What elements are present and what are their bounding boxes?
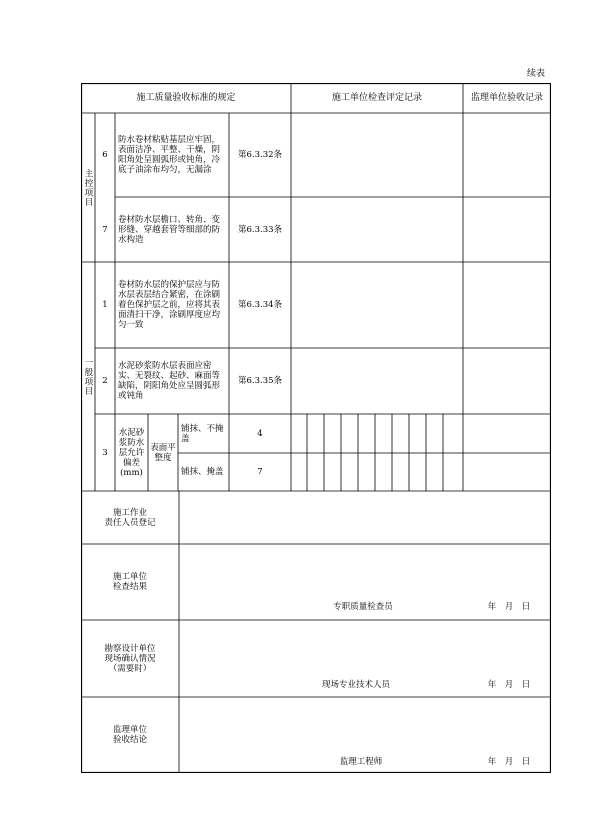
contractor-date: 年 月 日 [487,602,531,612]
standard-col-header: 施工质量验收标准的规定 [136,93,236,103]
worker-register-label: 施工作业 责任人员登记 [104,507,156,528]
item-text: 水泥砂浆防水层表面应密实、无裂纹、起砂、麻面等缺陷，阴阳角处应呈圆弧形或钝角 [118,361,221,401]
item-number: 6 [102,150,108,160]
design-signer-label: 现场专业技术人员 [321,680,390,690]
item-clause: 第6.3.35条 [237,376,283,386]
supervisor-conclusion-label: 监理单位 验收结论 [112,725,147,745]
item-number: 3 [102,447,108,458]
deviation-condition: 铺抹、不掩盖 [181,423,224,444]
item-number: 7 [102,224,108,235]
contractor-signer-label: 专职质量检查员 [333,602,393,612]
item-text: 卷材防水层的保护层应与防水层表层结合紧密，在涂刷着色保护层之前，应将其表面清扫干净，涂刷厚度应均匀一致 [118,280,221,330]
supervisor-date: 年 月 日 [487,757,531,767]
main-items-group-label: 主控项目 [83,168,93,207]
item-text: 卷材防水层檐口、转角、变形缝、穿越套管等细部的防水构造 [118,214,221,245]
item-clause: 第6.3.32条 [237,150,283,160]
continued-label: 续表 [527,69,546,79]
deviation-item: 表面平整度 [150,442,176,463]
design-confirm-label: 勘察设计单位 现场确认情况 （需要时） [104,643,156,674]
supervisor-col-header: 监理单位验收记录 [470,93,543,103]
deviation-value: 4 [257,428,263,439]
item-clause: 第6.3.34条 [237,300,283,310]
general-items-group-label: 一般项目 [83,357,93,396]
design-date: 年 月 日 [487,680,531,690]
deviation-condition: 铺抹、掩盖 [181,467,224,477]
deviation-label: 水泥砂浆防水层允许偏差(mm) [118,427,145,478]
contractor-col-header: 施工单位检查评定记录 [331,93,422,103]
contractor-result-label: 施工单位 检查结果 [112,572,147,592]
supervisor-signer-label: 监理工程师 [339,757,383,767]
item-text: 防水卷材粘贴基层应牢固，表面洁净、平整、干燥，阴阳角处呈圆弧形或钝角，冷底子油涂布均匀，无漏涂 [118,135,221,175]
deviation-value: 7 [257,467,263,477]
item-clause: 第6.3.33条 [237,224,283,235]
inspection-form [81,83,551,773]
item-number: 1 [102,300,108,310]
item-number: 2 [102,376,108,386]
